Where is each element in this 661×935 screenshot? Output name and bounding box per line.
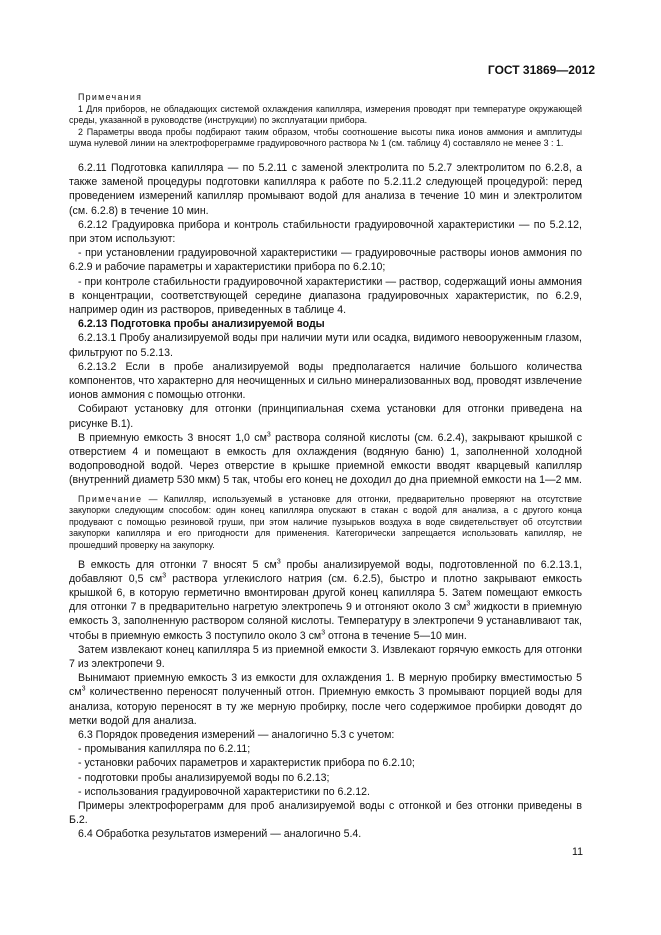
para-flask: [69, 671, 582, 728]
notes-block: [69, 92, 582, 150]
text: количественно переносят полученный отгон. Приемную емкость 3 промывают порцией воды для анализа, которую переносят в ту же мерную пробирку, после чего содержимое пробирки доводят до метки водой для анализа.: [69, 686, 582, 727]
text: В емкость для отгонки 7 вносят 5 см: [78, 558, 277, 571]
para-6-2-12-item-b: - при контроле стабильности градуировочной характеристики — раствор, содержащий ионы аммония в концентрации, соответствующей середине диапазона градуировочных характеристик, по 6.2.9, например один из растворов, приведенных в таблице 4.: [69, 275, 582, 316]
note-body: — Капилляр, используемый в установке для отгонки, предварительно проверяют на отсутствие закупорки следующим способом: один конец капилляра опускают в стакан с водой для анализа, а с другого конца продувают с помощью резиновой груши, при этом наличие пузырьков воздуха в воде свидетельствует об отсутствии закупорки капилляра и его пригодности для применения. Категорически запрещается использовать капилляр, не прошедший проверку на закупорку.: [69, 493, 582, 551]
capillary-note: [69, 494, 582, 552]
list-item: - использования градуировочной характеристики по 6.2.12.: [78, 785, 370, 798]
para-receiver: [69, 431, 582, 488]
para-examples: Примеры электрофореграмм для проб анализируемой воды с отгонкой и без отгонки приведены в Б.2.: [69, 800, 582, 827]
section-heading-6-2-13: 6.2.13 Подготовка пробы анализируемой воды: [78, 318, 325, 331]
capillary-note-text: [69, 494, 582, 552]
text: пробы анализируемой воды, подготовленной по 6.2.13.1, добавляют 0,5 см: [69, 558, 583, 585]
para-6-3: 6.3 Порядок проведения измерений — аналогично 5.3 с учетом:: [78, 729, 395, 742]
page-body: [69, 92, 582, 842]
text: Вынимают приемную емкость 3 из емкости для охлаждения 1. В мерную пробирку вместимостью 5 см: [69, 672, 582, 699]
para-6-4: 6.4 Обработка результатов измерений — аналогично 5.4.: [78, 828, 362, 841]
para-6-2-13-2: 6.2.13.2 Если в пробе анализируемой воды предполагается наличие большого количества компонентов, что характерно для неочищенных и сильно минерализованных вод, проводят извлечение ионов аммония с помощью отгонки.: [69, 360, 582, 402]
superscript: 3: [162, 572, 167, 580]
superscript: 3: [466, 600, 471, 608]
superscript: 3: [276, 558, 281, 566]
text: раствора углекислого натрия (см. 6.2.5), быстро и плотно закрывают емкость крышкой 6, в которую герметично вмонтирован другой конец капилляра 5. Затем помещают емкость для отгонки 7 в предварительно нагретую электропечь 9 и отгоняют около 3 см: [69, 572, 582, 614]
para-assembly: Собирают установку для отгонки (принципиальная схема установки для отгонки приведена на рисунке В.1).: [69, 403, 582, 430]
para-6-2-11: 6.2.11 Подготовка капилляра — по 5.2.11 с заменой электролита по 5.2.7 электролитом по 6.2.8, а также заменой процедуры подготовки капилляра к работе по 5.2.11.2 следующей процедурой: перед проведением измерений капилляр промывают водой для анализа в течение 10 мин и электролитом (см. 6.2.8) в течение 10 мин.: [69, 161, 582, 217]
page-number: 11: [572, 846, 583, 858]
notes-title: Примечания: [78, 92, 143, 102]
para-6-2-12: 6.2.12 Градуировка прибора и контроль стабильности градуировочной характеристики — по 5.2.12, при этом используют:: [69, 218, 582, 245]
list-item: - подготовки пробы анализируемой воды по 6.2.13;: [78, 771, 330, 784]
standard-header: ГОСТ 31869—2012: [487, 63, 595, 77]
text: В приемную емкость 3 вносят 1,0 см: [78, 431, 267, 444]
superscript: 3: [81, 685, 86, 693]
text: отгона в течение 5—10 мин.: [325, 629, 467, 642]
note-item-2: 2 Параметры ввода пробы подбирают таким образом, чтобы соотношение высоты пика ионов аммония и амплитуды шума нулевой линии на электрофореграмме градуировочного раствора № 1 (см. таблицу 4) составляло не менее 3 : 1.: [69, 126, 582, 149]
para-distillation: [69, 558, 582, 643]
note-label: Примечание: [78, 493, 143, 504]
para-6-2-12-item-a: - при установлении градуировочной характеристики — градуировочные растворы ионов аммония по 6.2.9 и рабочие параметры и характеристики прибора по 6.2.10;: [69, 247, 582, 274]
superscript: 3: [266, 431, 271, 439]
superscript: 3: [321, 629, 326, 637]
text: раствора соляной кислоты (см. 6.2.4), закрывают крышкой с отверстием 4 и помещают в емкость для охлаждения (водяную баню) 1, заполненной холодной водопроводной водой. Через отверстие в крышке приемной емкости вводят кварцевый капилляр (внутренний диаметр 530 мкм) 5 так, чтобы его конец не доходил до дна приемной емкости на 1—2 мм.: [69, 431, 582, 487]
note-item-1: 1 Для приборов, не обладающих системой охлаждения капилляра, измерения проводят при температуре окружающей среды, указанной в руководстве (инструкции) по эксплуатации прибора.: [69, 103, 582, 126]
text: жидкости в приемную емкость 3, заполненную раствором соляной кислоты. Температуру в электропечи 9 устанавливают так, чтобы в приемную емкость 3 поступило около 3 см: [69, 601, 583, 642]
list-item: - установки рабочих параметров и характеристик прибора по 6.2.10;: [78, 757, 415, 770]
para-6-2-13-1: 6.2.13.1 Пробу анализируемой воды при наличии мути или осадка, видимого невооруженным глазом, фильтруют по 5.2.13.: [69, 332, 582, 359]
para-remove: Затем извлекают конец капилляра 5 из приемной емкости 3. Извлекают горячую емкость для отгонки 7 из электропечи 9.: [69, 643, 582, 671]
list-item: - промывания капилляра по 6.2.11;: [78, 743, 251, 756]
